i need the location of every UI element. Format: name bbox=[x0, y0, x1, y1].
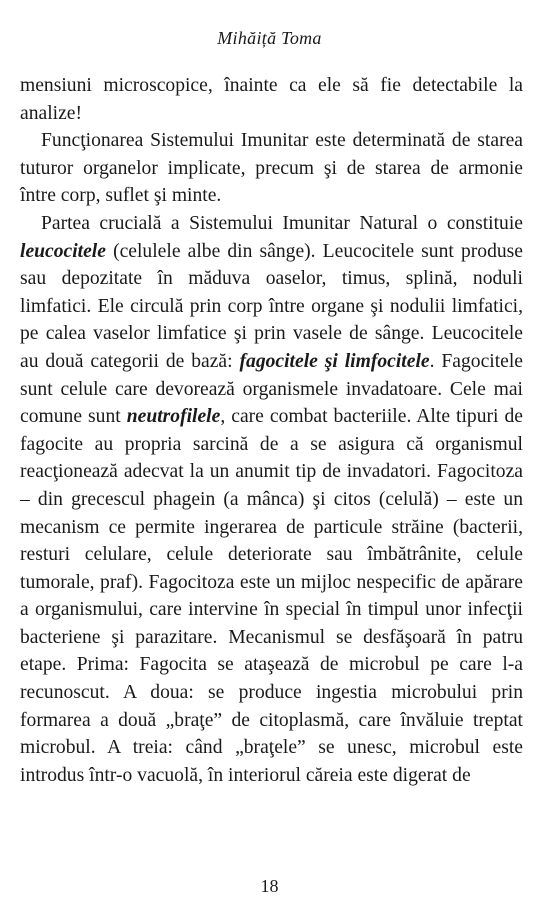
phagocytes-text: . Fagocitele sunt celule care devorează organismele invadatoare. Cele mai comune sunt bbox=[20, 350, 524, 428]
paragraph-immune-function: Funcţionarea Sistemului Imunitar este determinată de starea tuturor organelor implicate, precum şi de starea de armonie între corp, suflet şi minte. bbox=[20, 130, 523, 207]
page-number: 18 bbox=[260, 876, 279, 896]
paragraph-continuation: mensiuni microscopice, înainte ca ele să fie detectabile la analize! bbox=[20, 75, 523, 124]
term-leucocitele: leucocitele bbox=[20, 240, 106, 262]
term-fagocitele-limfocitele: fagocitele şi limfocitele bbox=[239, 350, 430, 372]
paragraph-leucocytes bbox=[20, 210, 523, 789]
leucocytes-description-text: (celulele albe din sânge). Leucocitele sunt produse sau depozitate în măduva oaselor, timus, splină, noduli limfatici. Ele circulă prin corp între organe şi nodulii limfatici, pe calea vaselor limfatice şi prin vasele de sânge. Leucocitele au două categorii de bază: bbox=[20, 240, 523, 372]
body-text bbox=[20, 72, 523, 789]
running-header-author: Mihăiță Toma bbox=[217, 28, 322, 48]
leucocytes-intro-text: Partea crucială a Sistemului Imunitar Natural o constituie bbox=[41, 212, 523, 234]
phagocytosis-text: , care combat bacteriile. Alte tipuri de fagocite au propria sarcină de a se asigura că organismul reacţionează adecvat la un anumit tip de invadatori. Fagocitoza – din grecescul phagein (a mânca) şi citos (celulă) – este un mecanism ce permite ingerarea de particule străine (bacterii, resturi celulare, celule deteriorate sau îmbătrânite, celule tumorale, praf). Fagocitoza este un mijloc nespecific de apărare a organismului, care intervine în special în timpul unor infecţii bacteriene şi parazitare. Mecanismul se desfăşoară în patru etape. Prima: Fagocita se ataşează de microbul pe care l-a recunoscut. A doua: se produce ingestia microbului prin formarea a două „braţe” de citoplasmă, care învăluie treptat microbul. A treia: când „braţele” se unesc, microbul este introdus într-o vacuolă, în interiorul căreia este digerat de bbox=[20, 406, 523, 786]
term-neutrofilele: neutrofilele bbox=[126, 406, 221, 428]
